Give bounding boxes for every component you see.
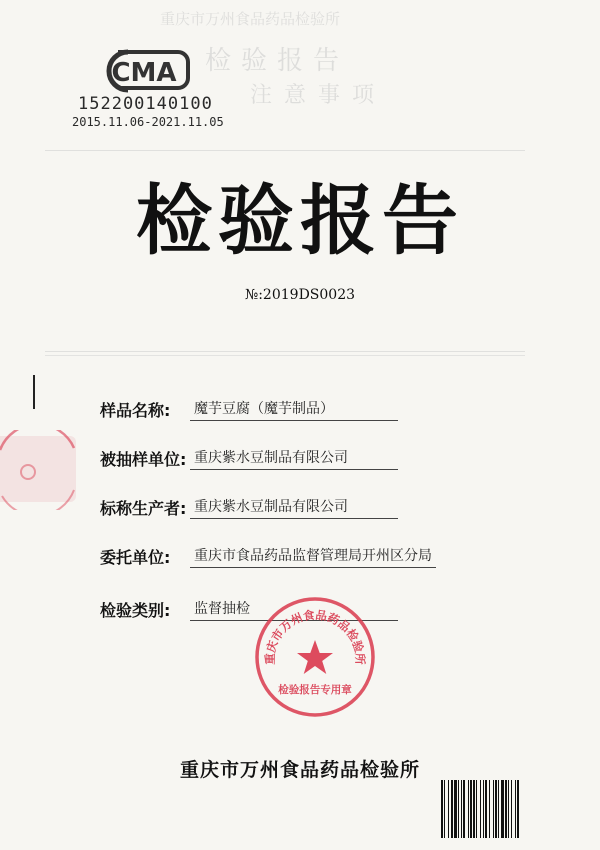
barcode-bar (493, 780, 494, 838)
barcode-bar (511, 780, 512, 838)
field-label: 委托单位: (100, 548, 171, 567)
show-through-text: 重庆市万州食品药品检验所 (160, 10, 341, 28)
field-label: 检验类别: (100, 601, 171, 620)
cma-validity-period: 2015.11.06-2021.11.05 (72, 115, 224, 129)
barcode-bar (444, 780, 445, 838)
barcode-icon (438, 778, 588, 840)
field-value: 监督抽检 (190, 598, 398, 621)
barcode-bar (473, 780, 475, 838)
svg-text:CMA: CMA (111, 58, 177, 88)
barcode-bar (483, 780, 484, 838)
field-row-sampled-unit (100, 447, 398, 470)
field-value: 重庆紫水豆制品有限公司 (190, 496, 398, 519)
barcode-bar (451, 780, 453, 838)
barcode-bar (480, 780, 481, 838)
field-row-producer (100, 496, 398, 519)
barcode-bar (454, 780, 457, 838)
field-label: 样品名称: (100, 401, 171, 420)
barcode-bar (508, 780, 509, 838)
barcode-bar (441, 780, 443, 838)
show-through-text: 检验报告 (205, 46, 350, 76)
official-seal-icon (250, 592, 380, 722)
field-value: 重庆市食品药品监督管理局开州区分局 (190, 545, 436, 568)
show-through-lines (45, 355, 525, 506)
field-label: 被抽样单位: (100, 450, 187, 469)
report-title: 检验报告 (136, 176, 464, 265)
issuing-organization: 重庆市万州食品药品检验所 (179, 759, 420, 781)
barcode-bar (515, 780, 516, 838)
barcode-bar (458, 780, 459, 838)
seam-stamp-icon (0, 430, 80, 510)
show-through-text: 注意事项 (250, 83, 387, 108)
barcode-bar (468, 780, 469, 838)
report-number: №:2019DS0023 (244, 287, 356, 303)
cma-certificate-number: 152200140100 (78, 94, 213, 114)
svg-text:重庆市万州食品药品检验所: 重庆市万州食品药品检验所 (262, 607, 368, 665)
field-row-sample-name (100, 398, 398, 421)
barcode-bar (489, 780, 490, 838)
barcode-bar (461, 780, 462, 838)
barcode-bar (476, 780, 477, 838)
svg-text:检验报告专用章: 检验报告专用章 (278, 684, 352, 696)
field-row-commissioning-unit (100, 545, 436, 568)
barcode-bar (448, 780, 449, 838)
barcode-bar (470, 780, 472, 838)
field-value: 魔芋豆腐（魔芋制品） (190, 398, 398, 421)
barcode-bar (498, 780, 499, 838)
barcode-bar (501, 780, 504, 838)
cma-logo-icon (98, 48, 190, 94)
barcode-bar (485, 780, 487, 838)
field-value: 重庆紫水豆制品有限公司 (190, 447, 398, 470)
barcode-bar (463, 780, 465, 838)
barcode-bar (505, 780, 507, 838)
barcode-bar (517, 780, 519, 838)
barcode-bar (495, 780, 497, 838)
margin-mark (33, 375, 35, 409)
field-label: 标称生产者: (100, 499, 187, 518)
